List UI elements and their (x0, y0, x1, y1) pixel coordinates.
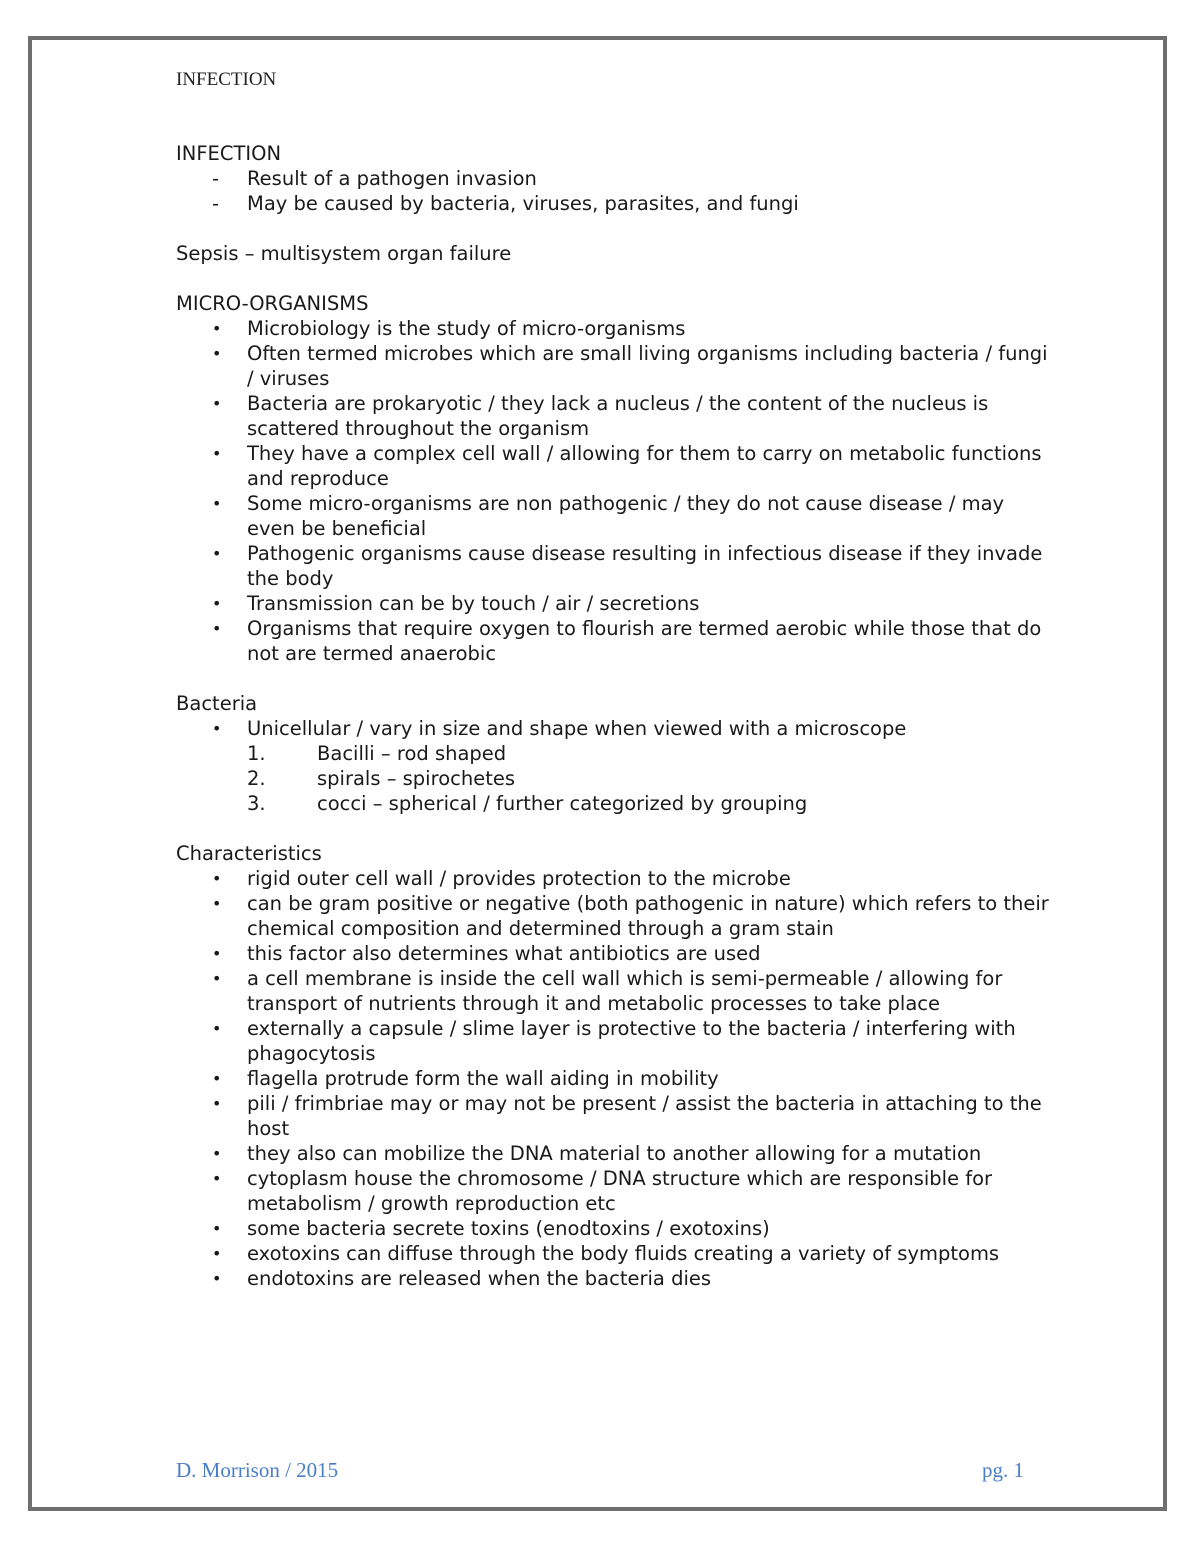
dash-marker: - (212, 167, 220, 190)
list-item (176, 316, 1056, 341)
bullet-list (176, 316, 1056, 666)
list-item (176, 191, 1056, 216)
list-item (176, 1266, 1056, 1291)
section-infection (176, 141, 1056, 216)
list-item (176, 1166, 1056, 1216)
bullet-icon: • (212, 969, 222, 988)
spacer (176, 216, 1056, 241)
list-item (176, 541, 1056, 591)
bullet-icon: • (212, 719, 222, 738)
bullet-icon: • (212, 1019, 222, 1038)
list-item (176, 1091, 1056, 1141)
page-header-title: INFECTION (176, 69, 277, 90)
list-item (176, 1241, 1056, 1266)
item-number: 1. (247, 742, 266, 765)
list-item (176, 1016, 1056, 1066)
section-heading: Characteristics (176, 842, 322, 865)
numbered-list (176, 741, 1056, 816)
section-heading: MICRO-ORGANISMS (176, 292, 369, 315)
list-item-text: flagella protrude form the wall aiding in mobility (247, 1067, 719, 1090)
bullet-icon: • (212, 944, 222, 963)
section-characteristics (176, 841, 1056, 1291)
list-item-text: rigid outer cell wall / provides protection to the microbe (247, 867, 791, 890)
bullet-icon: • (212, 1244, 222, 1263)
section-micro-organisms (176, 291, 1056, 666)
list-item-text: Organisms that require oxygen to flourish are termed aerobic while those that do not are termed anaerobic (247, 617, 1042, 665)
bullet-icon: • (212, 1169, 222, 1188)
numbered-item-text: spirals – spirochetes (317, 767, 515, 790)
bullet-list (176, 716, 1056, 741)
bullet-icon: • (212, 594, 222, 613)
list-item-text: externally a capsule / slime layer is protective to the bacteria / interfering with phagocytosis (247, 1017, 1016, 1065)
footer-author: D. Morrison / 2015 (176, 1458, 339, 1482)
footer-page-number: pg. 1 (982, 1458, 1024, 1482)
list-item-text: Transmission can be by touch / air / secretions (247, 592, 700, 615)
list-item-text: Often termed microbes which are small living organisms including bacteria / fungi / viruses (247, 342, 1048, 390)
bullet-icon: • (212, 869, 222, 888)
numbered-item-text: Bacilli – rod shaped (317, 742, 507, 765)
list-item (176, 966, 1056, 1016)
list-item (176, 941, 1056, 966)
list-item (176, 441, 1056, 491)
list-item (176, 716, 1056, 741)
list-item-text: Some micro-organisms are non pathogenic / they do not cause disease / may even be beneficial (247, 492, 1005, 540)
sepsis-definition: Sepsis – multisystem organ failure (176, 242, 512, 265)
numbered-item (176, 766, 1056, 791)
list-item-text: Unicellular / vary in size and shape when viewed with a microscope (247, 717, 907, 740)
bullet-list (176, 866, 1056, 1291)
list-item (176, 391, 1056, 441)
list-item (176, 166, 1056, 191)
section-bacteria (176, 691, 1056, 816)
bullet-icon: • (212, 444, 222, 463)
dash-list (176, 166, 1056, 216)
bullet-icon: • (212, 1094, 222, 1113)
list-item-text: this factor also determines what antibiotics are used (247, 942, 761, 965)
list-item-text: endotoxins are released when the bacteria dies (247, 1267, 712, 1290)
bullet-icon: • (212, 319, 222, 338)
list-item-text: some bacteria secrete toxins (enodtoxins / exotoxins) (247, 1217, 770, 1240)
section-heading: Bacteria (176, 692, 258, 715)
list-item-text: can be gram positive or negative (both pathogenic in nature) which refers to their chemical composition and determined through a gram stain (247, 892, 1049, 940)
bullet-icon: • (212, 544, 222, 563)
list-item (176, 591, 1056, 616)
numbered-item (176, 741, 1056, 766)
list-item (176, 866, 1056, 891)
list-item-text: Bacteria are prokaryotic / they lack a nucleus / the content of the nucleus is scattered throughout the organism (247, 392, 989, 440)
list-item (176, 891, 1056, 941)
spacer (176, 266, 1056, 291)
dash-marker: - (212, 192, 220, 215)
document-body (176, 141, 1056, 1291)
list-item (176, 491, 1056, 541)
bullet-icon: • (212, 1144, 222, 1163)
list-item-text: Microbiology is the study of micro-organisms (247, 317, 686, 340)
list-item (176, 341, 1056, 391)
list-item (176, 616, 1056, 666)
list-item (176, 1141, 1056, 1166)
list-item-text: a cell membrane is inside the cell wall which is semi-permeable / allowing for transport of nutrients through it and metabolic processes to take place (247, 967, 1003, 1015)
list-item-text: Result of a pathogen invasion (247, 167, 537, 190)
numbered-item (176, 791, 1056, 816)
list-item (176, 1216, 1056, 1241)
item-number: 2. (247, 767, 266, 790)
list-item-text: Pathogenic organisms cause disease resulting in infectious disease if they invade the body (247, 542, 1043, 590)
list-item-text: pili / frimbriae may or may not be present / assist the bacteria in attaching to the host (247, 1092, 1042, 1140)
list-item-text: May be caused by bacteria, viruses, parasites, and fungi (247, 192, 799, 215)
section-heading: INFECTION (176, 142, 282, 165)
bullet-icon: • (212, 1269, 222, 1288)
numbered-item-text: cocci – spherical / further categorized by grouping (317, 792, 808, 815)
list-item-text: cytoplasm house the chromosome / DNA structure which are responsible for metabolism / growth reproduction etc (247, 1167, 993, 1215)
item-number: 3. (247, 792, 266, 815)
bullet-icon: • (212, 1069, 222, 1088)
bullet-icon: • (212, 1219, 222, 1238)
list-item-text: they also can mobilize the DNA material to another allowing for a mutation (247, 1142, 982, 1165)
list-item-text: They have a complex cell wall / allowing for them to carry on metabolic functions and reproduce (247, 442, 1042, 490)
spacer (176, 816, 1056, 841)
bullet-icon: • (212, 494, 222, 513)
bullet-icon: • (212, 344, 222, 363)
bullet-icon: • (212, 619, 222, 638)
list-item (176, 1066, 1056, 1091)
bullet-icon: • (212, 894, 222, 913)
bullet-icon: • (212, 394, 222, 413)
list-item-text: exotoxins can diffuse through the body fluids creating a variety of symptoms (247, 1242, 1000, 1265)
spacer (176, 666, 1056, 691)
